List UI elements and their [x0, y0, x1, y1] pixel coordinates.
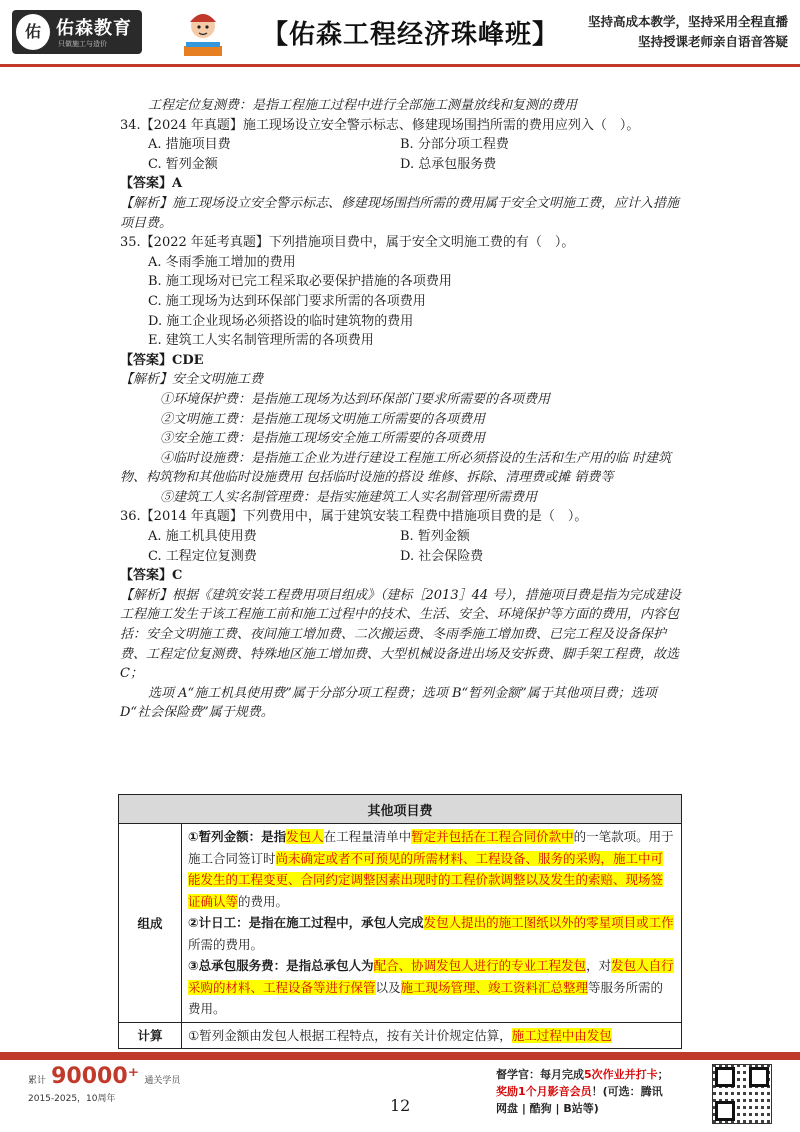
option-d: D. 施工企业现场必须搭设的临时建筑物的费用	[148, 313, 414, 329]
answer: 【答案】CDE	[120, 352, 204, 368]
promo-line-1	[496, 1066, 706, 1083]
text: ！(可选：腾讯	[591, 1085, 663, 1098]
row-label-calculation: 计算	[119, 1022, 182, 1049]
logo-mark: 佑	[16, 14, 50, 50]
logo-subtitle: 只做施工与造价	[58, 40, 107, 48]
footer-promo	[496, 1066, 706, 1117]
text: 督学官：每月完成	[496, 1068, 584, 1081]
explanation-item: ①环境保护费：是指施工现场为达到环保部门要求所需要的各项费用	[160, 391, 551, 407]
text: ；	[657, 1068, 669, 1081]
header-divider	[0, 64, 800, 67]
explanation-item: ③安全施工费：是指施工现场安全施工所需要的各项费用	[160, 431, 486, 447]
explanation: 【解析】根据《建筑安装工程费用项目组成》（建标［2013］44 号），措施项目费是指为完成建设工程施工发生于该工程施工前和施工过程中的技术、生活、安全、环境保护等方面的费用，内容包括：安全文明施工费、夜间施工增加费、二次搬运费、冬雨季施工增加费、已完工程及设备保护费、工程定位复测费、特殊地区施工增加费、大型机械设备进出场及安拆费、脚手架工程费，故选 C；	[120, 587, 681, 682]
mascot-icon	[180, 6, 226, 58]
options-row	[120, 527, 685, 547]
text: ①暂列金额由发包人根据工程特点，按有关计价规定估算，	[188, 1027, 512, 1043]
logo-name: 佑森教育	[56, 18, 132, 39]
highlight: 施工过程中由发包	[511, 1027, 612, 1043]
highlight: 暂定并包括在工程合同价款中	[411, 829, 574, 844]
text: 的一笔款项。用于施工合同签订时	[188, 829, 674, 866]
text: 5次作业并打卡	[584, 1068, 658, 1081]
promo-line-2	[496, 1083, 706, 1100]
text: 的费用。	[238, 893, 289, 909]
slogan-line-1: 坚持高成本教学，坚持采用全程直播	[587, 14, 788, 29]
option-b: B. 施工现场对已完工程采取必要保护措施的各项费用	[148, 274, 452, 290]
highlight: 尚未确定或者不可预见的所需材料、工程设备、服务的采购，施工中可能发生的工程变更、合同约定调整因素出现时的工程价款调整以及发生的索赔、现场签证确认等	[188, 850, 664, 909]
stats-number: 90000⁺	[51, 1064, 140, 1089]
item-title: ③总承包服务费：是指总承包人为	[188, 958, 374, 973]
option-a: A. 施工机具使用费	[148, 529, 257, 545]
question-34: 34.【2024 年真题】施工现场设立安全警示标志、修建现场围挡所需的费用应列入（ ）。	[120, 117, 640, 133]
slogan-line-2: 坚持授课老师亲自语音答疑	[637, 34, 788, 49]
options-row	[120, 135, 685, 155]
stats-suffix: 通关学员	[144, 1076, 181, 1086]
explanation-continued: 选项 A“施工机具使用费”属于分部分项工程费；选项 B“暂列金额”属于其他项目费；选项 D“社会保险费”属于规费。	[120, 685, 657, 721]
text: 所需的费用。	[188, 936, 264, 952]
highlight: 发包人提出的施工图纸以外的零星项目或工作	[423, 915, 674, 930]
explanation-item: ②文明施工费：是指施工现场文明施工所需要的各项费用	[160, 411, 486, 427]
options-row	[120, 547, 685, 567]
option-b: B. 暂列金额	[400, 529, 470, 545]
text: ，对	[586, 958, 612, 973]
composition-cell	[182, 824, 682, 1023]
option-e: E. 建筑工人实名制管理所需的各项费用	[148, 333, 374, 349]
question-content	[120, 96, 685, 723]
option-d: D. 社会保险费	[400, 548, 484, 564]
explanation-item: ⑤建筑工人实名制管理费：是指实施建筑工人实名制管理所需费用	[160, 489, 538, 505]
header-slogan	[588, 12, 788, 52]
page-header	[0, 0, 800, 70]
answer: 【答案】A	[120, 176, 183, 192]
option-b: B. 分部分项工程费	[400, 137, 509, 153]
highlight: 施工现场管理、竣工资料汇总整理	[400, 979, 589, 995]
text: 奖励1个月影音会员	[496, 1085, 592, 1098]
stats-prefix: 累计	[28, 1076, 47, 1086]
answer: 【答案】C	[120, 568, 183, 584]
explanation: 【解析】安全文明施工费	[120, 372, 264, 388]
footer-stats	[28, 1064, 180, 1104]
footer-divider	[0, 1052, 800, 1060]
option-a: A. 冬雨季施工增加的费用	[148, 254, 296, 270]
page-number: 12	[390, 1096, 411, 1115]
explanation: 【解析】施工现场设立安全警示标志、修建现场围挡所需的费用属于安全文明施工费，应计入措施项目费。	[120, 195, 680, 231]
option-c: C. 施工现场为达到环保部门要求所需的各项费用	[148, 293, 426, 309]
item-general-contract-service	[188, 955, 675, 1020]
question-36: 36.【2014 年真题】下列费用中，属于建筑安装工程费中措施项目费的是（ ）。	[120, 509, 588, 525]
qr-code-icon	[712, 1064, 772, 1124]
text: 等服务所需的费用。	[188, 979, 664, 1016]
other-items-fee-table	[118, 794, 682, 1049]
text: 在工程量清单中	[323, 829, 412, 844]
promo-line-3: 网盘 | 酷狗 | B站等)	[496, 1102, 599, 1115]
option-c: C. 暂列金额	[148, 156, 218, 172]
page-title: 【佑森工程经济珠峰班】	[262, 20, 560, 50]
calculation-cell	[182, 1022, 682, 1049]
option-a: A. 措施项目费	[148, 137, 231, 153]
item-title: ②计日工：是指在施工过程中，承包人完成	[188, 915, 424, 930]
row-label-composition: 组成	[119, 824, 182, 1023]
item-daywork	[188, 912, 675, 955]
highlight: 配合、协调发包人进行的专业工程发包	[373, 958, 587, 973]
option-c: C. 工程定位复测费	[148, 548, 257, 564]
brand-logo	[12, 10, 142, 54]
text-line: 工程定位复测费：是指工程施工过程中进行全部施工测量放线和复测的费用	[148, 98, 578, 113]
item-title: ①暂列金额：是指	[188, 829, 287, 844]
options-row	[120, 155, 685, 175]
explanation-item: ④临时设施费：是指施工企业为进行建设工程施工所必须搭设的生活和生产用的临 时建筑物、构筑物和其他临时设施费用 包括临时设施的搭设 维修、拆除、清理费或摊 销费等	[120, 450, 672, 486]
option-d: D. 总承包服务费	[400, 156, 497, 172]
stats-years: 2015-2025，10周年	[28, 1094, 116, 1104]
highlight: 发包人自行采购的材料、工程设备等进行保管	[188, 958, 674, 995]
highlight: 发包人	[286, 829, 324, 844]
question-35: 35.【2022 年延考真题】下列措施项目费中，属于安全文明施工费的有（ ）。	[120, 235, 575, 251]
text: 以及	[375, 979, 401, 995]
table-title: 其他项目费	[119, 795, 682, 824]
item-provisional-sum	[188, 826, 675, 912]
